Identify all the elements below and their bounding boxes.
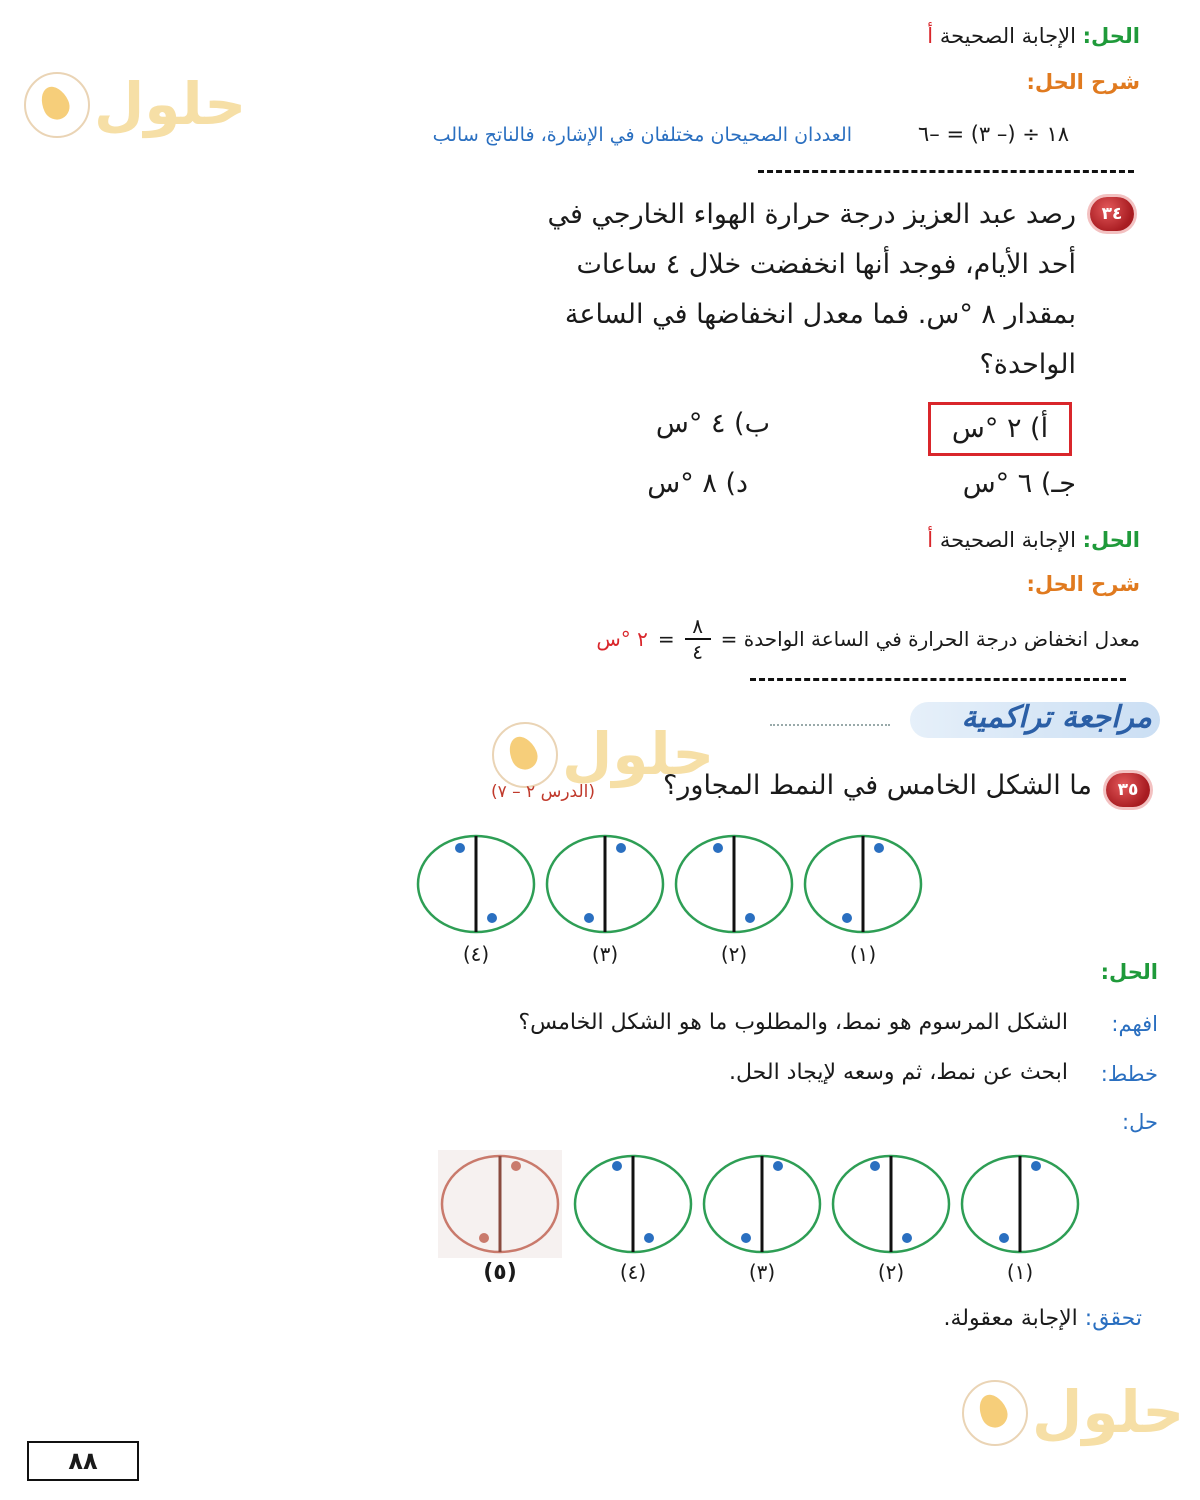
divider-1 — [758, 170, 1134, 173]
check-line — [944, 1306, 1142, 1331]
review-dotted-line — [770, 724, 890, 726]
plan-text: ابحث عن نمط، ثم وسعه لإيجاد الحل. — [729, 1060, 1068, 1085]
solution-figure-3 — [704, 1156, 820, 1252]
q34-question-text — [456, 190, 1076, 390]
formula-result: ٢ °س — [596, 627, 648, 651]
solution-label-3: (٣) — [748, 1260, 776, 1284]
choice-b: ب) ٤ °س — [655, 408, 770, 439]
q33-equation: ١٨ ÷ (– ٣) = –٦ — [918, 122, 1070, 146]
q34-explain-label: شرح الحل: — [1026, 572, 1140, 596]
answer-label: الحل: — [1082, 528, 1140, 552]
logo-pen-icon — [962, 1380, 1028, 1446]
question-number-badge: ٣٥ — [1106, 773, 1150, 807]
figure-label-4: (٤) — [462, 942, 490, 966]
q34-explain-formula — [596, 608, 1140, 670]
answer-text: الإجابة الصحيحة — [939, 528, 1076, 552]
solve-label: حل: — [1122, 1110, 1158, 1134]
q33-answer-line — [927, 24, 1140, 48]
solution-figure-1 — [962, 1156, 1078, 1252]
q33-explain-label: شرح الحل: — [1026, 70, 1140, 94]
logo-pen-icon — [24, 72, 90, 138]
pattern-figures — [410, 830, 930, 940]
q34-line-1: رصد عبد العزيز درجة حرارة الهواء الخارجي في — [547, 199, 1076, 230]
q35-solution-label: الحل: — [1100, 960, 1158, 984]
fraction-numerator: ٨ — [692, 614, 703, 638]
check-text: الإجابة معقولة. — [943, 1306, 1078, 1331]
divider-2 — [750, 678, 1126, 681]
figure-label-3: (٣) — [591, 942, 619, 966]
review-header — [770, 696, 1160, 746]
watermark-text: حلول — [1032, 1378, 1185, 1446]
solution-figure-2 — [833, 1156, 949, 1252]
figure-2 — [676, 836, 792, 932]
plan-label: خطط: — [1100, 1062, 1158, 1086]
answer-letter: أ — [927, 528, 934, 552]
figure-1 — [805, 836, 921, 932]
check-label: تحقق: — [1084, 1306, 1142, 1331]
q34-line-4: الواحدة؟ — [979, 349, 1076, 380]
q35-lesson-ref: (الدرس ٢ – ٧) — [490, 782, 595, 802]
figure-label-1: (١) — [849, 942, 877, 966]
choice-a: أ) ٢ °س — [928, 402, 1072, 456]
fraction-denominator: ٤ — [692, 640, 703, 664]
understand-text: الشكل المرسوم هو نمط، والمطلوب ما هو الشكل الخامس؟ — [518, 1010, 1068, 1035]
q35-question-text: ما الشكل الخامس في النمط المجاور؟ — [663, 770, 1092, 801]
understand-label: افهم: — [1111, 1012, 1158, 1036]
logo-pen-icon — [492, 722, 558, 788]
formula-text: معدل انخفاض درجة الحرارة في الساعة الواحدة = — [720, 627, 1140, 651]
answer-label: الحل: — [1082, 24, 1140, 48]
figure-4 — [418, 836, 534, 932]
solution-label-5: (٥) — [483, 1260, 517, 1285]
q33-note: العددان الصحيحان مختلفان في الإشارة، فالناتج سالب — [432, 124, 852, 146]
question-number-badge: ٣٤ — [1090, 197, 1134, 231]
answer-text: الإجابة الصحيحة — [939, 24, 1076, 48]
page-number: ٨٨ — [27, 1441, 139, 1481]
q34-line-3: بمقدار ٨ °س. فما معدل انخفاضها في الساعة — [564, 299, 1076, 330]
review-title: مراجعة تراكمية — [961, 700, 1152, 735]
solution-label-1: (١) — [1006, 1260, 1034, 1284]
q34-line-2: أحد الأيام، فوجد أنها انخفضت خلال ٤ ساعات — [576, 249, 1076, 280]
q34-answer-line — [927, 528, 1140, 552]
fraction — [685, 614, 711, 664]
watermark-text: حلول — [94, 70, 247, 138]
answer-letter: أ — [927, 24, 934, 48]
solution-figures — [434, 1148, 1094, 1260]
solution-figure-5 — [438, 1150, 562, 1258]
figure-3 — [547, 836, 663, 932]
equals-sign: = — [657, 627, 675, 651]
figure-label-2: (٢) — [720, 942, 748, 966]
solution-figure-4 — [575, 1156, 691, 1252]
watermark-text: حلول — [562, 720, 715, 788]
choice-c: جـ) ٦ °س — [962, 468, 1076, 499]
choice-d: د) ٨ °س — [647, 468, 748, 499]
solution-label-4: (٤) — [619, 1260, 647, 1284]
solution-label-2: (٢) — [877, 1260, 905, 1284]
